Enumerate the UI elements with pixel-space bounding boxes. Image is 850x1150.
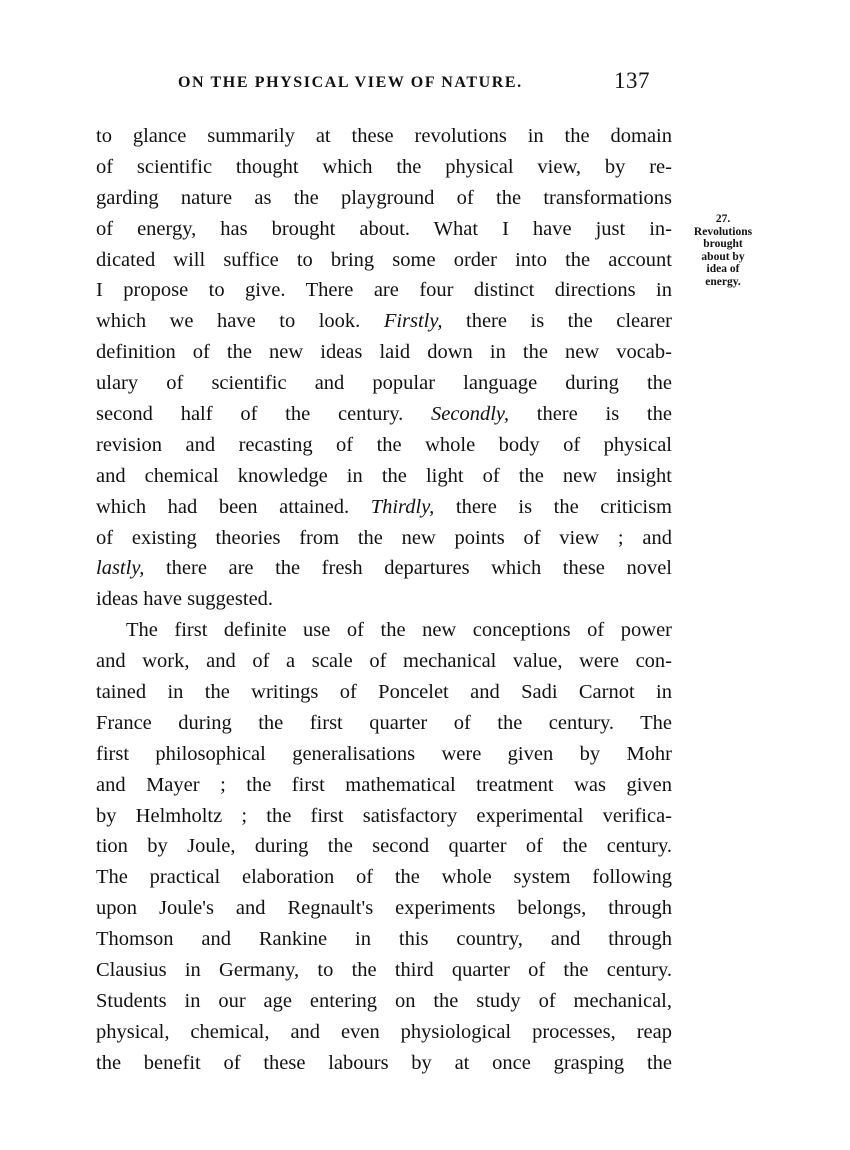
text-line: of scientific thought which the physical view, by re- (96, 155, 672, 178)
margin-note-number: 27. (715, 213, 731, 225)
page-number: 137 (614, 68, 650, 93)
running-head-title: ON THE PHYSICAL VIEW OF NATURE. (178, 74, 523, 91)
text-line: Thomson and Rankine in this country, and through (96, 928, 672, 951)
text-line: tion by Joule, during the second quarter of the century. (96, 835, 672, 858)
text-line: Students in our age entering on the study of mechanical, (96, 989, 672, 1012)
text-line: revision and recasting of the whole body of physical (96, 433, 672, 456)
paragraph-1 (96, 121, 672, 615)
italic-word: Firstly, (383, 310, 443, 333)
text-line: which we have to look. Firstly, there is the clearer (96, 310, 672, 333)
text-line: first philosophical generalisations were given by Mohr (96, 742, 672, 765)
text-line: tained in the writings of Poncelet and Sadi Carnot in (96, 681, 672, 704)
italic-word: Thirdly, (370, 495, 435, 518)
text-line: which had been attained. Thirdly, there is the criticism (96, 495, 672, 518)
margin-note-line: energy. (705, 275, 741, 288)
margin-note-line: Revolutions (693, 225, 753, 238)
text-line: and chemical knowledge in the light of the new insight (96, 464, 672, 487)
paragraph-2 (96, 615, 672, 1078)
margin-note-line: brought (703, 238, 743, 251)
text-line: The first definite use of the new conceptions of power (126, 619, 672, 642)
text-line: I propose to give. There are four distinct directions in (96, 279, 672, 302)
text-line: ideas have suggested. (96, 588, 274, 611)
margin-note (678, 213, 768, 289)
text-line: and Mayer ; the first mathematical treatment was given (96, 773, 672, 796)
text-line: France during the first quarter of the century. The (96, 711, 672, 734)
text-line: physical, chemical, and even physiological processes, reap (96, 1020, 672, 1043)
text-line: lastly, there are the fresh departures which these novel (96, 557, 672, 580)
text-line: The practical elaboration of the whole system following (96, 866, 672, 889)
text-line: the benefit of these labours by at once grasping the (96, 1051, 672, 1074)
text-line: of existing theories from the new points of view ; and (96, 526, 672, 549)
text-line: Clausius in Germany, to the third quarter of the century. (96, 959, 672, 982)
margin-note-line: about by (701, 250, 745, 263)
text-line: ulary of scientific and popular language during the (96, 372, 672, 395)
text-line: dicated will suffice to bring some order into the account (96, 248, 672, 271)
text-line: definition of the new ideas laid down in the new vocab- (96, 341, 672, 364)
italic-word: Secondly, (431, 403, 509, 426)
text-line: of energy, has brought about. What I have just in- (96, 217, 672, 240)
text-line: upon Joule's and Regnault's experiments belongs, through (96, 897, 672, 920)
text-line: by Helmholtz ; the first satisfactory experimental verifica- (96, 804, 672, 827)
text-line: garding nature as the playground of the transformations (96, 186, 672, 209)
text-line: to glance summarily at these revolutions in the domain (96, 125, 672, 147)
italic-word: lastly, (96, 557, 145, 580)
text-line: and work, and of a scale of mechanical value, were con- (96, 650, 672, 673)
running-header (0, 68, 850, 98)
margin-note-line: idea of (706, 263, 740, 276)
body-text (96, 121, 672, 1079)
text-line: second half of the century. Secondly, there is the (96, 403, 672, 426)
